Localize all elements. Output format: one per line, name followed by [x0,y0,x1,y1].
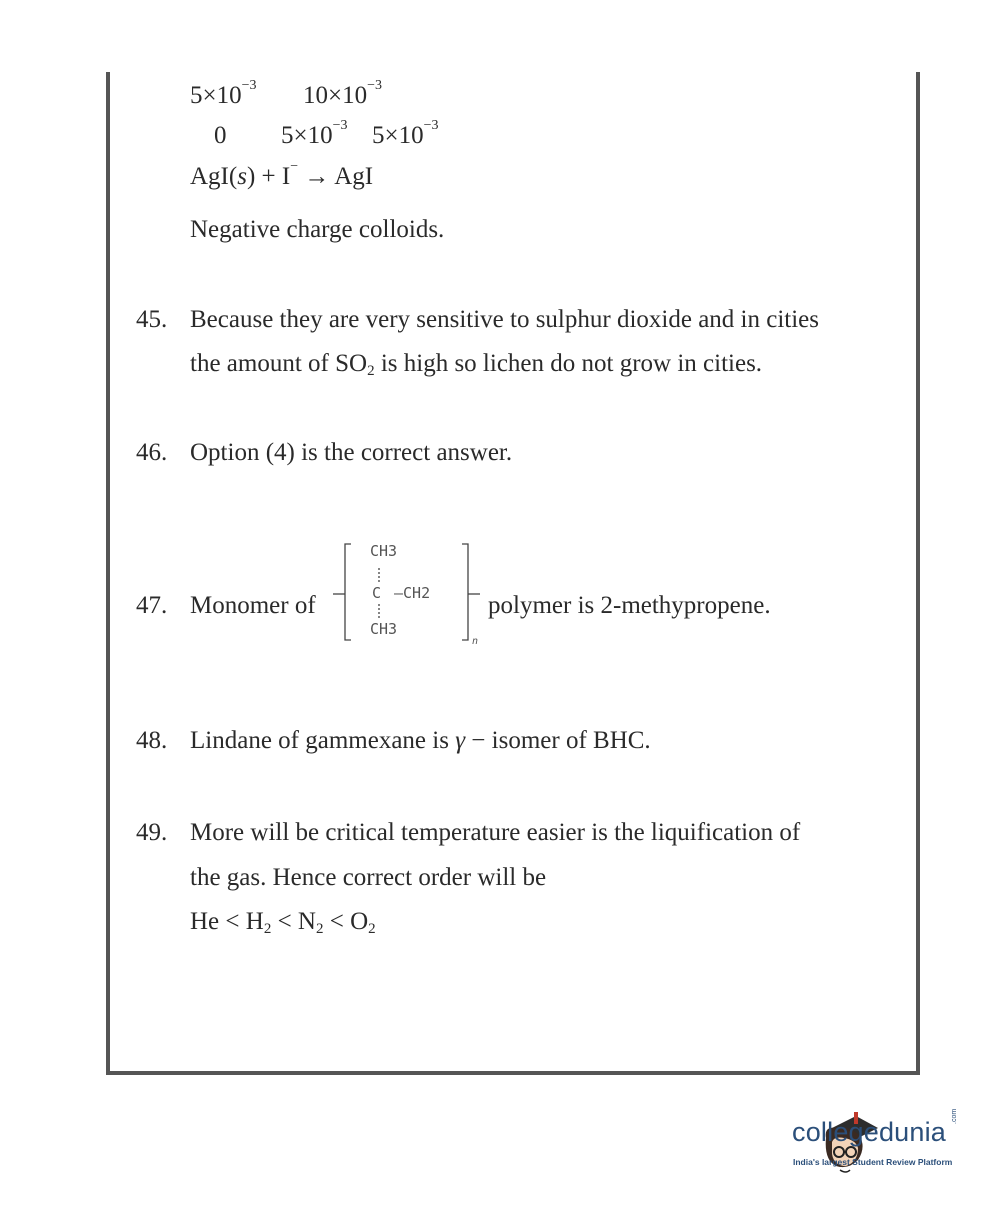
structure-bottom-ch3: CH3 [370,620,398,638]
q47-after: polymer is 2-methypropene. [488,592,771,619]
q48-text: Lindane of gammexane is γ − isomer of BHC. [190,727,651,754]
q45-number: 45. [136,306,168,333]
q49-line2: the gas. Hence correct order will be [190,864,547,891]
q45-line2: the amount of $SO_2$ is high so lichen do not grow in cities. [190,350,763,379]
concentration-row-2: 0 $5\times 10^{-3}$ $5\times 10^{-3}$ [214,118,439,149]
q46-text: Option (4) is the correct answer. [190,439,513,466]
structure-center-c: C [372,584,382,602]
logo-wordmark[interactable]: collegedunia [792,1117,947,1147]
q45-line1: Because they are very sensitive to sulphur dioxide and in cities [190,306,819,333]
colloid-note: Negative charge colloids. [190,216,445,243]
reaction-equation: AgI(s) + I− → AgI [190,159,374,190]
q49-order: $He < H_2 < N_2 < O_2$ [190,908,376,937]
q49-number: 49. [136,819,168,846]
q47-before: Monomer of [190,592,316,619]
structure-top-ch3: CH3 [370,542,398,560]
concentration-row-1: $5\times 10^{-3}$ $10\times 10^{-3}$ [190,78,383,109]
logo-com: .com [951,1108,958,1124]
logo-tagline: India's largest Student Review Platform [793,1157,953,1167]
q48-number: 48. [136,727,168,754]
structure-ch2: —CH2 [394,584,431,602]
q47-number: 47. [136,592,168,619]
q46-number: 46. [136,439,168,466]
q49-line1: More will be critical temperature easier is the liquification of [190,819,801,846]
structure-n: n [472,636,479,647]
